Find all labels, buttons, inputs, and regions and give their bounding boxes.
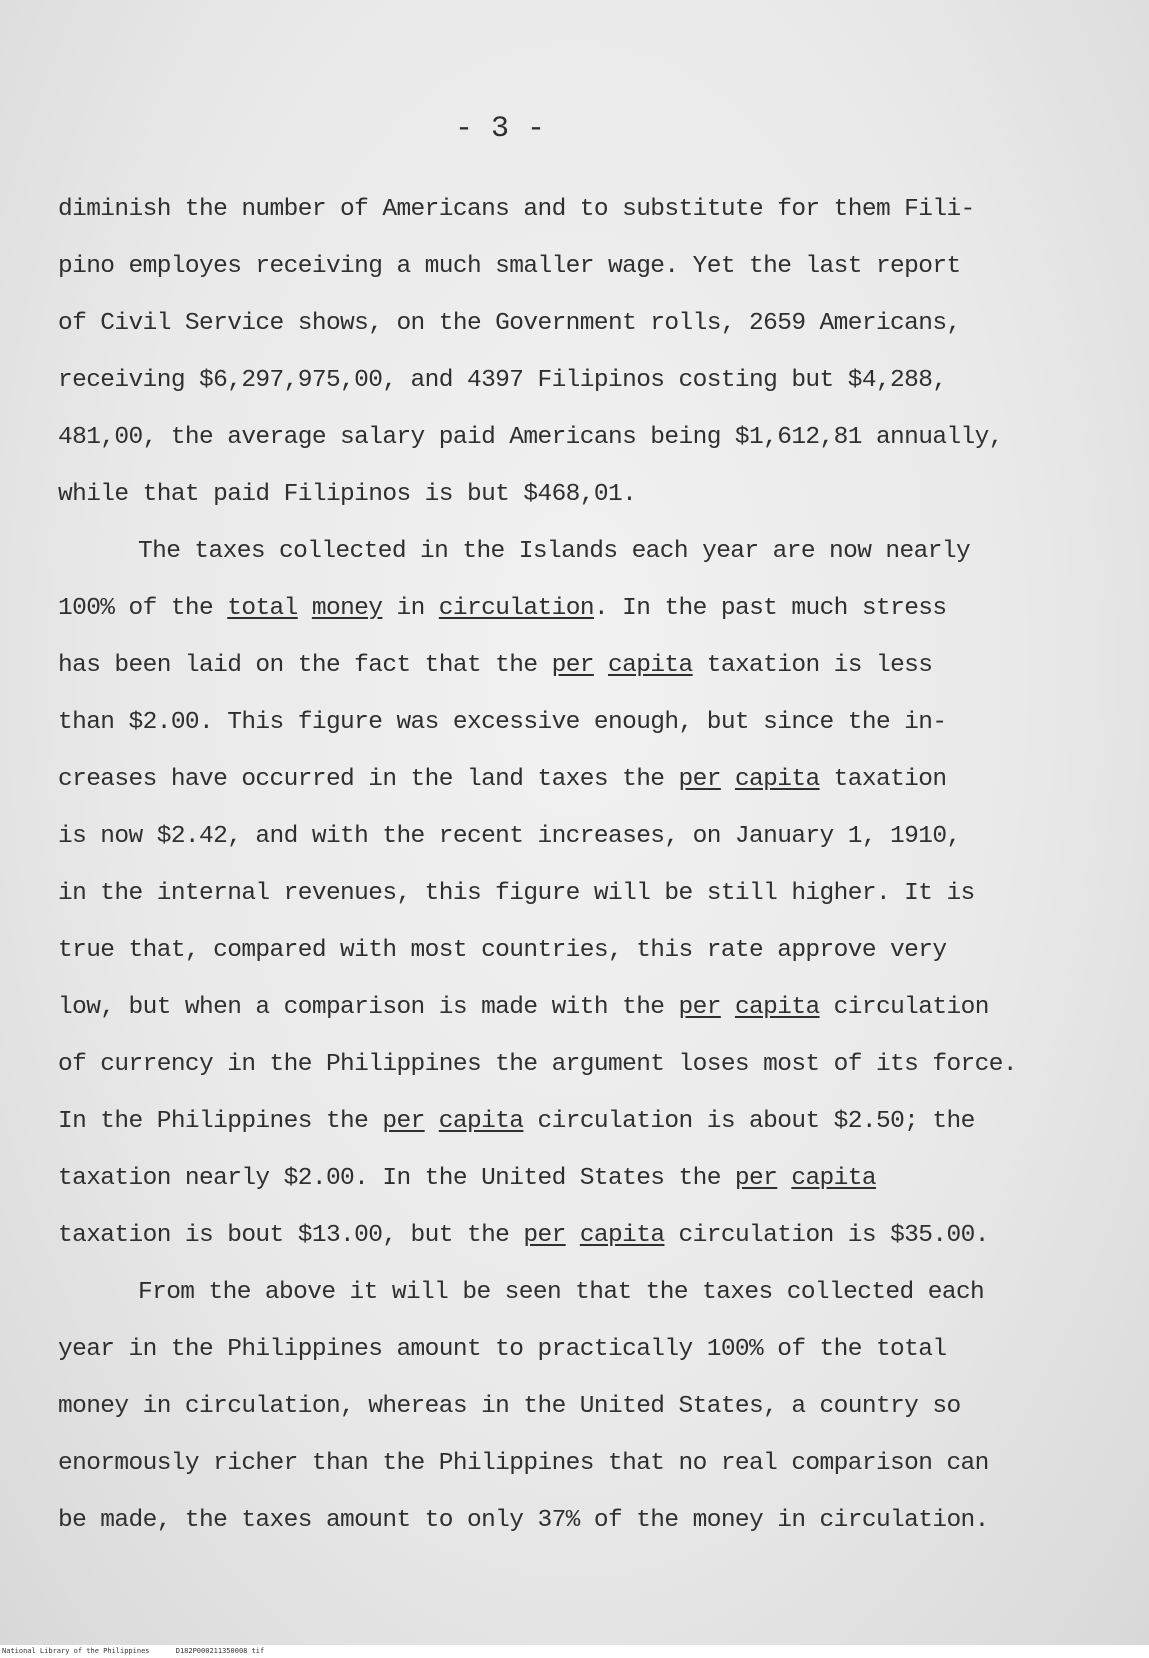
text-segment: year in the Philippines amount to practically 100% of the total bbox=[58, 1336, 947, 1363]
text-segment: In the Philippines the bbox=[58, 1108, 383, 1135]
text-line bbox=[58, 991, 1118, 1048]
text-line bbox=[58, 1276, 1118, 1333]
underlined-text: per bbox=[382, 1108, 425, 1135]
text-line bbox=[58, 364, 1118, 421]
text-line bbox=[58, 934, 1118, 991]
text-line bbox=[58, 535, 1118, 592]
underlined-text: per bbox=[678, 994, 721, 1021]
text-line bbox=[58, 1390, 1118, 1447]
underlined-text: per bbox=[678, 766, 721, 793]
text-line bbox=[58, 706, 1118, 763]
footer-library: National Library of the Philippines bbox=[2, 1647, 150, 1655]
underlined-text: capita bbox=[608, 652, 693, 679]
text-segment: taxation nearly $2.00. In the United States the bbox=[58, 1165, 735, 1192]
text-segment bbox=[298, 595, 312, 622]
text-segment: taxation is less bbox=[692, 652, 933, 679]
text-segment: money in circulation, whereas in the United States, a country so bbox=[58, 1393, 961, 1420]
text-segment: low, but when a comparison is made with the bbox=[58, 994, 679, 1021]
text-line bbox=[58, 763, 1118, 820]
text-segment: true that, compared with most countries, this rate approve very bbox=[58, 937, 947, 964]
text-segment: From the above it will be seen that the taxes collected each bbox=[138, 1279, 985, 1306]
underlined-text: capita bbox=[438, 1108, 524, 1135]
text-segment bbox=[594, 652, 608, 679]
text-segment: creases have occurred in the land taxes the bbox=[58, 766, 679, 793]
text-line bbox=[58, 1447, 1118, 1504]
text-segment: receiving $6,297,975,00, and 4397 Filipinos costing but $4,288, bbox=[58, 367, 947, 394]
text-segment bbox=[425, 1108, 439, 1135]
text-line bbox=[58, 193, 1118, 250]
text-line bbox=[58, 1333, 1118, 1390]
text-segment: circulation is about $2.50; the bbox=[523, 1108, 975, 1135]
text-line bbox=[58, 592, 1118, 649]
text-line bbox=[58, 877, 1118, 934]
page-number: - 3 - bbox=[454, 112, 545, 146]
text-line bbox=[58, 250, 1118, 307]
underlined-text: capita bbox=[734, 766, 820, 793]
text-segment: circulation bbox=[819, 994, 989, 1021]
text-segment: taxation is bout $13.00, but the bbox=[58, 1222, 524, 1249]
text-segment: in the internal revenues, this figure will be still higher. It is bbox=[58, 880, 975, 907]
text-segment: in bbox=[382, 595, 439, 622]
text-line bbox=[58, 421, 1118, 478]
body-text bbox=[58, 193, 1118, 1561]
text-segment: has been laid on the fact that the bbox=[58, 652, 552, 679]
text-segment: The taxes collected in the Islands each year are now nearly bbox=[138, 538, 971, 565]
footer-file-id: D182P000211350008 tif bbox=[175, 1647, 265, 1655]
underlined-text: capita bbox=[579, 1222, 665, 1249]
text-line bbox=[58, 649, 1118, 706]
text-segment: be made, the taxes amount to only 37% of the money in circulation. bbox=[58, 1507, 989, 1534]
text-line bbox=[58, 307, 1118, 364]
underlined-text: per bbox=[551, 652, 594, 679]
underlined-text: money bbox=[311, 595, 383, 622]
text-segment: than $2.00. This figure was excessive enough, but since the in- bbox=[58, 709, 947, 736]
text-segment: taxation bbox=[819, 766, 947, 793]
underlined-text: capita bbox=[791, 1165, 876, 1192]
text-segment bbox=[777, 1165, 791, 1192]
underlined-text: circulation bbox=[438, 595, 594, 622]
text-segment: while that paid Filipinos is but $468,01. bbox=[58, 481, 637, 508]
underlined-text: per bbox=[734, 1165, 778, 1192]
text-segment bbox=[721, 994, 735, 1021]
underlined-text: per bbox=[523, 1222, 566, 1249]
text-line bbox=[58, 1219, 1118, 1276]
text-segment: of Civil Service shows, on the Government rolls, 2659 Americans, bbox=[58, 310, 961, 337]
text-segment: 100% of the bbox=[58, 595, 228, 622]
text-segment: diminish the number of Americans and to substitute for them Fili- bbox=[58, 196, 975, 223]
text-segment: circulation is $35.00. bbox=[664, 1222, 989, 1249]
text-segment: pino employes receiving a much smaller wage. Yet the last report bbox=[58, 253, 961, 280]
text-line bbox=[58, 820, 1118, 877]
text-segment bbox=[566, 1222, 580, 1249]
text-segment: of currency in the Philippines the argument loses most of its force. bbox=[58, 1051, 1017, 1078]
text-line bbox=[58, 1048, 1118, 1105]
text-segment: 481,00, the average salary paid Americans being $1,612,81 annually, bbox=[58, 424, 1003, 451]
underlined-text: capita bbox=[734, 994, 820, 1021]
scan-footer bbox=[0, 1645, 1149, 1658]
underlined-text: total bbox=[227, 595, 298, 622]
text-segment bbox=[721, 766, 735, 793]
text-line bbox=[58, 478, 1118, 535]
text-segment: enormously richer than the Philippines that no real comparison can bbox=[58, 1450, 989, 1477]
text-line bbox=[58, 1504, 1118, 1561]
text-line bbox=[58, 1162, 1118, 1219]
text-segment: is now $2.42, and with the recent increases, on January 1, 1910, bbox=[58, 823, 961, 850]
text-line bbox=[58, 1105, 1118, 1162]
text-segment: . In the past much stress bbox=[593, 595, 947, 622]
